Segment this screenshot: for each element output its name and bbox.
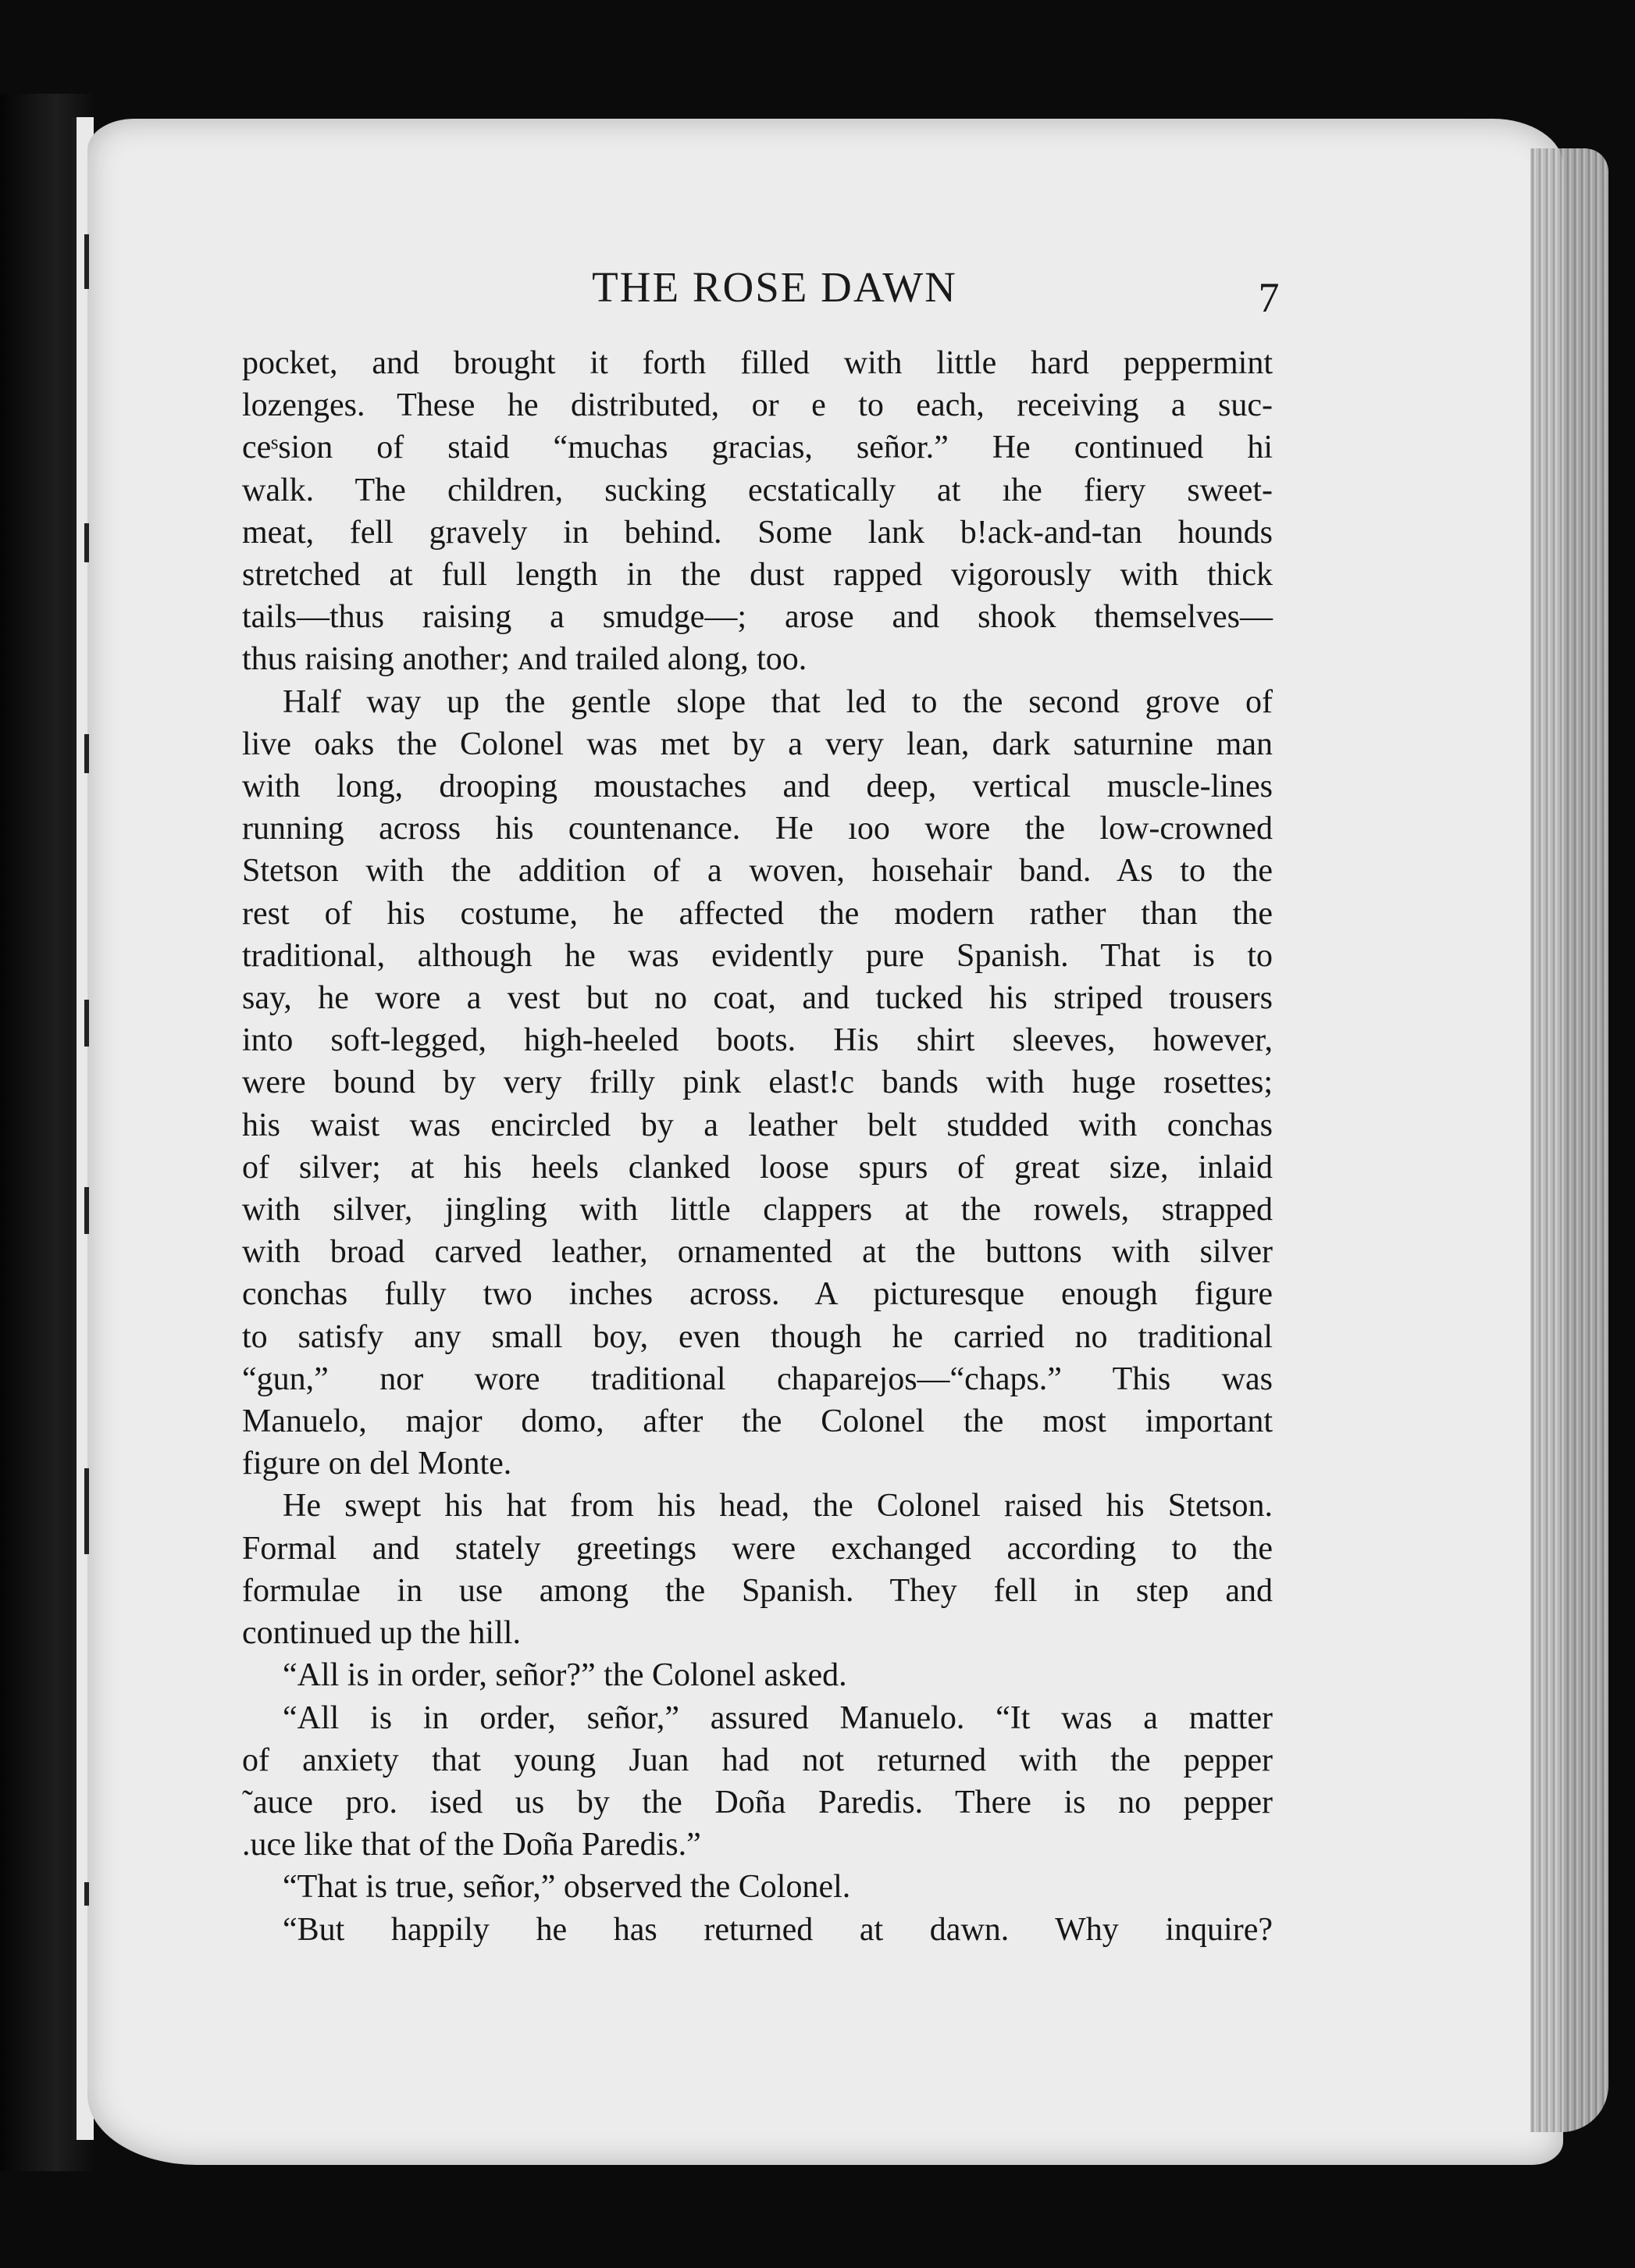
paragraph-start: “But happily he has returned at dawn. Why inquire?	[283, 1911, 1273, 1948]
page-number: 7	[1258, 274, 1280, 321]
text-line: with broad carved leather, ornamented at the buttons with silver	[242, 1234, 1273, 1271]
text-line: into soft-legged, high-heeled boots. His shirt sleeves, however,	[242, 1022, 1273, 1059]
text-line: meat, fell gravely in behind. Some lank b!ack-and-tan hounds	[242, 514, 1273, 551]
text-line: continued up the hill.	[242, 1615, 521, 1652]
text-line: say, he wore a vest but no coat, and tucked his striped trousers	[242, 980, 1273, 1017]
text-line: .uce like that of the Doña Paredis.”	[242, 1827, 701, 1863]
text-line: were bound by very frilly pink elast!c bands with huge rosettes;	[242, 1064, 1273, 1101]
text-line: his waist was encircled by a leather belt studded with conchas	[242, 1107, 1273, 1143]
text-line: ceˢsion of staid “muchas gracias, señor.” He continued hi	[242, 430, 1273, 466]
paragraph-start: “All is in order, señor?” the Colonel asked.	[283, 1657, 847, 1694]
text-line: conchas fully two inches across. A picturesque enough figure	[242, 1276, 1273, 1313]
text-line: tails—thus raising a smudge—; arose and shook themselves—	[242, 599, 1273, 636]
paragraph-start: “All is in order, señor,” assured Manuelo. “It was a matter	[283, 1699, 1273, 1736]
page-stack-edge	[1530, 148, 1608, 2132]
page-body	[242, 342, 1273, 1951]
text-line: running across his countenance. He ıoo wore the low-crowned	[242, 811, 1273, 847]
gutter-marks	[84, 234, 95, 2031]
text-line: rest of his costume, he affected the modern rather than the	[242, 895, 1273, 932]
text-line: stretched at full length in the dust rapped vigorously with thick	[242, 557, 1273, 594]
text-line: formulae in use among the Spanish. They fell in step and	[242, 1572, 1273, 1609]
text-line: with silver, jingling with little clappers at the rowels, strapped	[242, 1192, 1273, 1228]
text-line: to satisfy any small boy, even though he carried no traditional	[242, 1318, 1273, 1355]
text-line: figure on del Monte.	[242, 1446, 512, 1482]
text-line: walk. The children, sucking ecstatically at ıhe fiery sweet-	[242, 472, 1273, 508]
text-line: traditional, although he was evidently pure Spanish. That is to	[242, 937, 1273, 974]
text-line: with long, drooping moustaches and deep, vertical muscle-lines	[242, 768, 1273, 805]
text-line: Stetson with the addition of a woven, hoısehair band. As to the	[242, 853, 1273, 890]
text-line: of anxiety that young Juan had not returned with the pepper	[242, 1742, 1273, 1778]
paragraph-start: Half way up the gentle slope that led to the second grove of	[283, 683, 1273, 720]
text-line: “gun,” nor wore traditional chaparejos—“chaps.” This was	[242, 1360, 1273, 1397]
text-line: lozenges. These he distributed, or e to each, receiving a suc-	[242, 387, 1273, 424]
text-line: of silver; at his heels clanked loose spurs of great size, inlaid	[242, 1149, 1273, 1186]
text-line: live oaks the Colonel was met by a very lean, dark saturnine man	[242, 726, 1273, 762]
paragraph-start: “That is true, señor,” observed the Colonel.	[283, 1869, 851, 1906]
running-title: THE ROSE DAWN	[592, 263, 957, 311]
paragraph-start: He swept his hat from his head, the Colonel raised his Stetson.	[283, 1488, 1273, 1524]
text-line: ˜auce pro. ised us by the Doña Paredis. There is no pepper	[242, 1784, 1273, 1820]
text-line: pocket, and brought it forth filled with little hard peppermint	[242, 345, 1273, 381]
text-line: Formal and stately greetings were exchanged according to the	[242, 1530, 1273, 1567]
text-line: thus raising another; ᴀnd trailed along, too.	[242, 641, 807, 678]
text-line: Manuelo, major domo, after the Colonel the most important	[242, 1403, 1273, 1440]
